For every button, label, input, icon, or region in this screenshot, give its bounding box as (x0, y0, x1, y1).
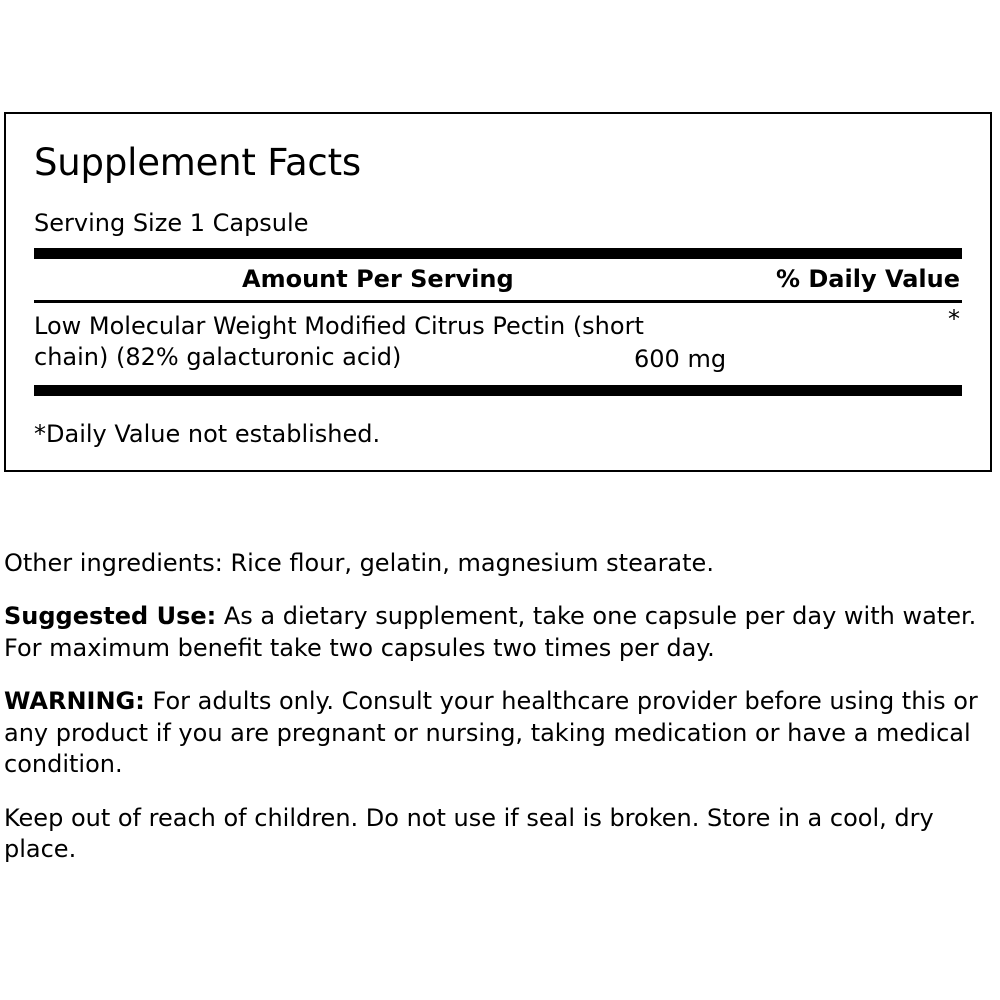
other-ingredients-paragraph: Other ingredients: Rice flour, gelatin, magnesium stearate. (4, 549, 714, 577)
header-daily-value: % Daily Value (775, 264, 960, 293)
serving-size: Serving Size 1 Capsule (34, 208, 309, 237)
ingredient-amount: 600 mg (634, 344, 727, 373)
panel-footnote: *Daily Value not established. (34, 419, 381, 448)
warning-paragraph (4, 686, 990, 780)
panel-title: Supplement Facts (34, 141, 361, 184)
divider-thick-bottom (34, 385, 962, 396)
divider-thick-top (34, 248, 962, 259)
storage-paragraph: Keep out of reach of children. Do not use if seal is broken. Store in a cool, dry place. (4, 803, 934, 864)
ingredient-daily-value: * (948, 304, 960, 333)
table-row (34, 303, 962, 385)
label-body-text (4, 548, 990, 866)
header-amount-per-serving: Amount Per Serving (242, 264, 514, 293)
ingredient-name: Low Molecular Weight Modified Citrus Pectin (short chain) (82% galacturonic acid) (34, 311, 644, 372)
warning-label: WARNING: (4, 687, 145, 716)
suggested-use-paragraph (4, 601, 990, 664)
suggested-use-label: Suggested Use: (4, 602, 217, 631)
column-headers (34, 259, 962, 303)
supplement-facts-panel (4, 112, 992, 472)
warning-text: For adults only. Consult your healthcare provider before using this or any product if you are pregnant or nursing, taking medication or have a medical condition. (4, 687, 978, 779)
suggested-use-text: As a dietary supplement, take one capsule per day with water. For maximum benefit take two capsules two times per day. (4, 602, 977, 662)
